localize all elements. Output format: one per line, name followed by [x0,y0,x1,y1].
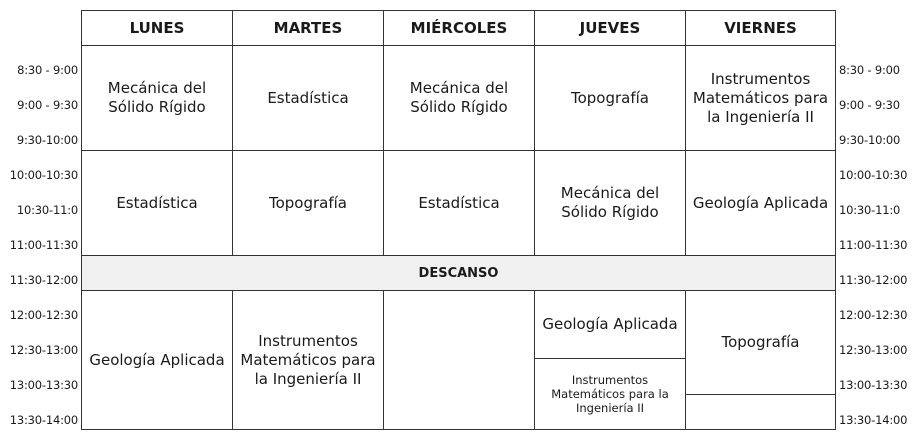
day-header-lunes [81,10,233,46]
subject-name: Instrumentos Matemáticos para la Ingeniería II [692,69,829,126]
class-miercoles-block3 [383,290,535,430]
subject-name: Instrumentos Matemáticos para la Ingeniería II [240,331,376,388]
time-label-left: 11:00-11:30 [9,238,78,252]
time-label-right: 8:30 - 9:00 [839,63,900,77]
day-header-miercoles [383,10,535,46]
time-label-right: 13:00-13:30 [839,378,908,392]
time-label-left: 13:00-13:30 [9,378,78,392]
day-header-jueves [534,10,686,46]
time-label-left: 12:00-12:30 [9,308,78,322]
break-row [81,255,836,291]
class-miercoles-block2 [383,150,535,256]
time-label-left: 13:30-14:00 [9,413,78,427]
subject-name: Estadística [418,193,500,212]
time-label-left: 10:00-10:30 [9,168,78,182]
subject-name: Mecánica del Sólido Rígido [560,184,660,221]
time-label-left: 8:30 - 9:00 [17,63,78,77]
day-label: JUEVES [579,19,641,37]
class-viernes-block3-top [685,290,836,395]
class-viernes-block3-bottom [685,394,836,430]
subject-name: Topografía [570,88,649,107]
subject-name: Geología Aplicada [692,193,829,212]
subject-name: Geología Aplicada [542,315,678,333]
subject-name: Estadística [267,88,349,107]
day-label: VIERNES [724,19,797,37]
class-lunes-block3 [81,290,233,430]
class-lunes-block2 [81,150,233,256]
class-jueves-block2 [534,150,686,256]
time-label-left: 11:30-12:00 [9,273,78,287]
subject-name: Mecánica del Sólido Rígido [409,79,509,116]
subject-name: Geología Aplicada [89,350,225,369]
time-label-right: 9:30-10:00 [839,133,901,147]
day-label: LUNES [129,19,185,37]
day-header-viernes [685,10,836,46]
class-viernes-block1 [685,45,836,151]
time-label-right: 13:30-14:00 [839,413,908,427]
time-label-right: 10:00-10:30 [839,168,908,182]
time-label-right: 11:00-11:30 [839,238,908,252]
subject-name: Topografía [268,193,347,212]
class-jueves-block3-bottom [534,358,686,430]
break-label: DESCANSO [418,265,499,281]
time-label-right: 9:00 - 9:30 [839,98,900,112]
class-jueves-block1 [534,45,686,151]
time-label-left: 9:30-10:00 [16,133,78,147]
subject-name: Mecánica del Sólido Rígido [107,79,207,116]
time-label-left: 12:30-13:00 [9,343,78,357]
time-label-right: 10:30-11:0 [839,203,901,217]
subject-name: Instrumentos Matemáticos para la Ingeniería II [551,373,669,415]
time-label-left: 10:30-11:0 [16,203,78,217]
day-label: MARTES [273,19,343,37]
time-label-right: 11:30-12:00 [839,273,908,287]
subject-name: Topografía [721,333,800,351]
time-label-left: 9:00 - 9:30 [17,98,78,112]
day-label: MIÉRCOLES [410,19,508,37]
class-martes-block1 [232,45,384,151]
time-label-right: 12:30-13:00 [839,343,908,357]
class-martes-block3 [232,290,384,430]
class-jueves-block3-top [534,290,686,359]
class-martes-block2 [232,150,384,256]
class-miercoles-block1 [383,45,535,151]
subject-name: Estadística [116,193,198,212]
time-label-right: 12:00-12:30 [839,308,908,322]
class-lunes-block1 [81,45,233,151]
day-header-martes [232,10,384,46]
class-viernes-block2 [685,150,836,256]
